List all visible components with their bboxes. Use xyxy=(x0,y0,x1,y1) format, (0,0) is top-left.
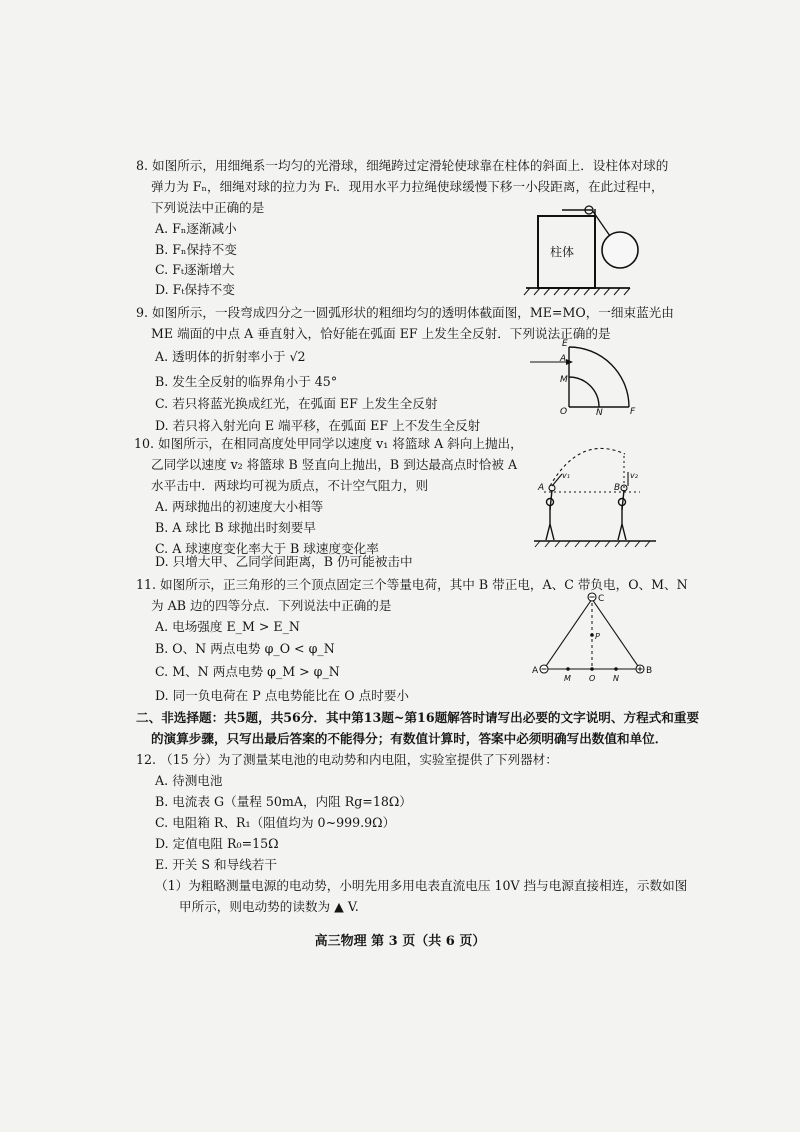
q12-sub1-line-2: 甲所示，则电动势的读数为 ▲ V. xyxy=(179,899,359,914)
q8-figure-pillar-ball xyxy=(520,200,660,300)
q8-line-1: 8. 如图所示，用细绳系一均匀的光滑球，细绳跨过定滑轮使球靠在柱体的斜面上．设柱体对球的 xyxy=(136,158,669,173)
q10-option-d: D. 只增大甲、乙同学间距离，B 仍可能被击中 xyxy=(155,554,413,569)
q9-label-f: F xyxy=(630,407,636,415)
q10-label-v2: v₂ xyxy=(630,471,638,480)
q8-option-c: C. Fₜ逐渐增大 xyxy=(155,262,235,277)
q9-label-a: A xyxy=(560,354,567,364)
q11-option-c: C. M、N 两点电势 φ_M > φ_N xyxy=(155,664,340,679)
section-2-line-2: 的演算步骤，只写出最后答案的不能得分；有数值计算时，答案中必须明确写出数值和单位． xyxy=(151,731,668,746)
q10-option-b: B. A 球比 B 球抛出时刻要早 xyxy=(155,520,316,535)
q8-line-3: 下列说法中正确的是 xyxy=(151,200,265,215)
q10-label-b: B xyxy=(614,483,621,493)
q8-option-b: B. Fₙ保持不变 xyxy=(155,242,237,257)
q11-option-b: B. O、N 两点电势 φ_O < φ_N xyxy=(155,641,335,656)
q11-label-o: O xyxy=(589,674,596,683)
q8-line-2: 弹力为 Fₙ，细绳对球的拉力为 Fₜ．现用水平力拉绳使球缓慢下移一小段距离，在此过程中， xyxy=(151,179,664,194)
q12-intro: 12. （15 分）为了测量某电池的电动势和内电阻，实验室提供了下列器材： xyxy=(136,752,558,767)
section-2-line-1: 二、非选择题：共5题，共56分．其中第13题~第16题解答时请写出必要的文字说明、方程式和重要 xyxy=(136,710,700,725)
page-footer: 高三物理 第 3 页（共 6 页） xyxy=(314,934,486,949)
q11-option-d: D. 同一负电荷在 P 点电势能比在 O 点时要小 xyxy=(155,688,409,703)
q10-label-a: A xyxy=(538,483,545,493)
q11-label-c: C xyxy=(598,594,605,604)
q9-line-2: ME 端面的中点 A 垂直射入，恰好能在弧面 EF 上发生全反射．下列说法正确的是 xyxy=(151,326,611,341)
q10-label-v1: v₁ xyxy=(562,471,570,480)
q9-label-o: O xyxy=(560,407,568,415)
q11-label-p: P xyxy=(595,632,600,641)
q12-item-d: D. 定值电阻 R₀=15Ω xyxy=(155,836,279,851)
q8-option-d: D. Fₜ保持不变 xyxy=(155,282,235,297)
q9-label-e: E xyxy=(562,339,568,349)
q12-sub1-line-1: （1）为粗略测量电源的电动势，小明先用多用电表直流电压 10V 挡与电源直接相连，示数如图 xyxy=(155,878,688,893)
q9-option-c: C. 若只将蓝光换成红光，在弧面 EF 上发生全反射 xyxy=(155,396,438,411)
q12-item-b: B. 电流表 G（量程 50mA，内阻 Rg=18Ω） xyxy=(155,794,412,809)
q9-label-m: M xyxy=(560,375,568,385)
q9-option-d: D. 若只将入射光向 E 端平移，在弧面 EF 上不发生全反射 xyxy=(155,418,481,433)
q10-option-c: C. A 球速度变化率大于 B 球速度变化率 xyxy=(155,541,379,556)
q11-label-m: M xyxy=(564,674,571,683)
q12-item-e: E. 开关 S 和导线若干 xyxy=(155,857,277,872)
q12-item-a: A. 待测电池 xyxy=(155,773,223,788)
q11-label-a: A xyxy=(532,666,539,676)
q12-item-c: C. 电阻箱 R、R₁（阻值均为 0~999.9Ω） xyxy=(155,815,396,830)
q10-line-2: 乙同学以速度 v₂ 将篮球 B 竖直向上抛出，B 到达最高点时恰被 A xyxy=(151,457,518,472)
q11-label-n: N xyxy=(613,674,619,683)
q8-option-a: A. Fₙ逐渐减小 xyxy=(155,221,237,236)
q9-option-b: B. 发生全反射的临界角小于 45° xyxy=(155,374,338,389)
q10-line-1: 10. 如图所示，在相同高度处甲同学以速度 v₁ 将篮球 A 斜向上抛出， xyxy=(134,436,523,451)
q8-figure-label: 柱体 xyxy=(550,245,575,259)
q11-line-2: 为 AB 边的四等分点．下列说法中正确的是 xyxy=(151,598,392,613)
q11-line-1: 11. 如图所示，正三角形的三个顶点固定三个等量电荷，其中 B 带正电，A、C 带负电，O、M、N xyxy=(136,577,688,592)
q11-figure-triangle-charges xyxy=(530,585,660,683)
q9-option-a: A. 透明体的折射率小于 √2 xyxy=(155,349,306,364)
q9-label-n: N xyxy=(596,408,603,415)
q11-option-a: A. 电场强度 E_M > E_N xyxy=(155,619,300,634)
q10-line-3: 水平击中．两球均可视为质点，不计空气阻力，则 xyxy=(151,478,429,493)
q9-line-1: 9. 如图所示，一段弯成四分之一圆弧形状的粗细均匀的透明体截面图，ME=MO，一细束蓝光由 xyxy=(136,305,674,320)
q10-option-a: A. 两球抛出的初速度大小相等 xyxy=(155,499,324,514)
q9-figure-quarter-arc xyxy=(520,335,650,415)
q10-figure-basketball xyxy=(530,440,660,548)
q11-label-b: B xyxy=(646,666,653,676)
